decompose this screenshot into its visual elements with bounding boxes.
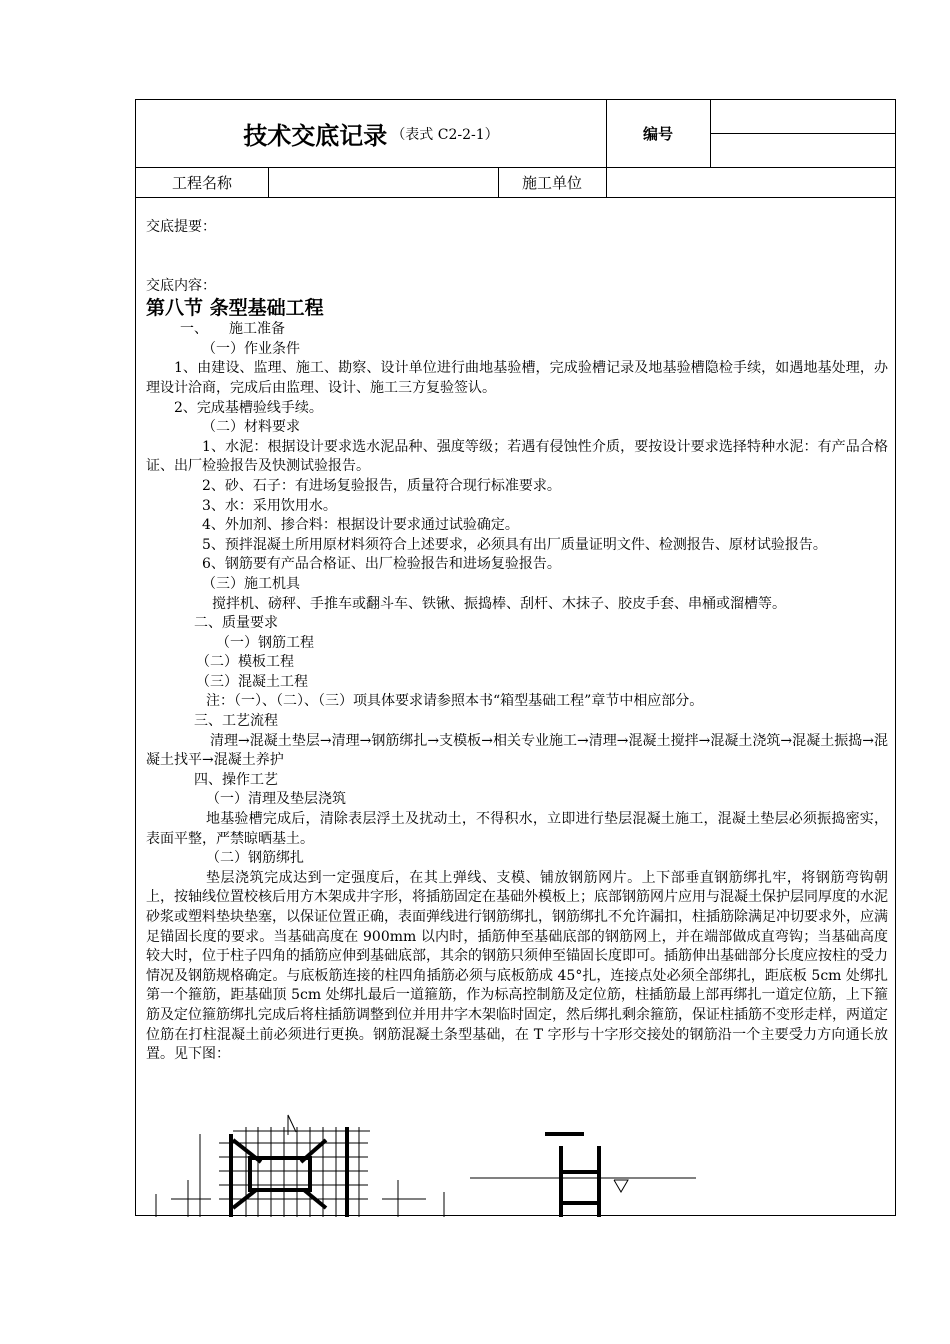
content-line: 1、由建设、监理、施工、勘察、设计单位进行曲地基验槽，完成验槽记录及地基验槽隐检手续，如遇地基处理，办理设计洽商，完成后由监理、设计、施工三方复验签认。: [146, 360, 888, 396]
rebar-cross: [231, 1127, 347, 1217]
content-line: （一）作业条件: [202, 340, 300, 357]
column-section-bold: [545, 1134, 599, 1217]
content-line: （二）钢筋绑扎: [206, 850, 304, 867]
construction-unit-label: 施工单位: [521, 173, 582, 192]
rebar-drawing: [136, 100, 897, 1217]
content-line: 4、外加剂、掺合料：根据设计要求通过试验确定。: [202, 517, 519, 534]
content-line: 三、工艺流程: [194, 713, 278, 730]
content-line: 3、水：采用饮用水。: [202, 497, 337, 514]
column-section: [470, 1178, 696, 1192]
content-line: 清理→混凝土垫层→清理→钢筋绑扎→支模板→相关专业施工→清理→混凝土搅拌→混凝土浇筑→混凝土振捣→混凝土找平→混凝土养护: [146, 732, 888, 769]
summary-label: 交底提要：: [146, 219, 216, 235]
content-label: 交底内容：: [146, 277, 216, 294]
number-label: 编号: [642, 125, 673, 143]
rebar-grid: [156, 1115, 444, 1217]
content-line: 2、砂、石子：有进场复验报告，质量符合现行标准要求。: [202, 477, 561, 494]
form-title-text: 技术交底记录: [243, 122, 388, 150]
form-code: （表式 C2-2-1）: [391, 126, 499, 143]
content-line: 四、操作工艺: [194, 771, 278, 788]
technical-disclosure-form: [135, 99, 896, 1216]
content-line: 注：（一）、（二）、（三）项具体要求请参照本书“箱型基础工程”章节中相应部分。: [206, 693, 704, 710]
content-line: 搅拌机、磅秤、手推车或翻斗车、铁锹、振捣棒、刮杆、木抹子、胶皮手套、串桶或溜槽等。: [212, 595, 786, 612]
content-line: （一）钢筋工程: [216, 634, 314, 651]
content-line: 2、完成基槽验线手续。: [174, 399, 323, 416]
content-line: 二、质量要求: [194, 615, 278, 632]
content-line: 1、水泥：根据设计要求选水泥品种、强度等级；若遇有侵蚀性介质，要按设计要求选择特种水泥：有产品合格证、出厂检验报告及快测试验报告。: [146, 438, 888, 475]
content-line: （二）模板工程: [196, 654, 294, 671]
content-line: （二）材料要求: [202, 419, 300, 436]
content-line: 一、 施工准备: [180, 321, 285, 338]
content-line: 地基验槽完成后，清除表层浮土及扰动土，不得积水，立即进行垫层混凝土施工，混凝土垫层必须振捣密实，表面平整，严禁晾晒基土。: [146, 811, 888, 847]
content-line: （三）施工机具: [202, 575, 300, 592]
content-line: （一）清理及垫层浇筑: [206, 791, 346, 808]
content-line: 6、钢筋要有产品合格证、出厂检验报告和进场复验报告。: [202, 556, 561, 573]
content-line: 垫层浇筑完成达到一定强度后，在其上弹线、支模、铺放钢筋网片。上下部垂直钢筋绑扎牢，将钢筋弯钩朝上，按轴线位置校核后用方木架成井字形，将插筋固定在基础外模板上；底部钢筋网片应用与混凝土保护层同厚度的水泥砂浆或塑料垫块垫塞，以保证位置正确，表面弹线进行钢筋绑扎，钢筋绑扎不允许漏扣，柱插筋除满足冲切要求外，应满足锚固长度的要求。当基础高度在 900mm 以内时，插筋伸至基础底部的钢筋网上，并在端部做成直弯钩；当基础高度较大时，位于柱子四角的插筋应伸到基础底部，其余的钢筋只须伸至锚固长度即可。插筋伸出基础部分长度应按柱的受力情况及钢筋规格确定。与底板筋连接的柱四角插筋必须与底板筋成 45°扎，连接点处必须全部绑扎，距底板 5cm 处绑扎第一个箍筋，距基础顶 5cm 处绑扎最后一道箍筋，作为标高控制筋及定位筋，柱插筋最上部再绑扎一道定位筋，上下箍筋及定位箍筋绑扎完成后将柱插筋调整到位并用井字木架临时固定，然后绑扎剩余箍筋，保证柱插筋不变形走样，两道定位筋在打柱混凝土前必须进行更换。钢筋混凝土条型基础，在 T 字形与十字形交接处的钢筋沿一个主要受力方向通长放置。见下图：: [146, 869, 888, 1063]
section-title: 第八节 条型基础工程: [146, 297, 324, 320]
project-name-label: 工程名称: [171, 173, 232, 192]
content-line: （三）混凝土工程: [196, 673, 308, 690]
content-line: 5、预拌混凝土所用原材料须符合上述要求，必须具有出厂质量证明文件、检测报告、原材试验报告。: [202, 536, 827, 553]
